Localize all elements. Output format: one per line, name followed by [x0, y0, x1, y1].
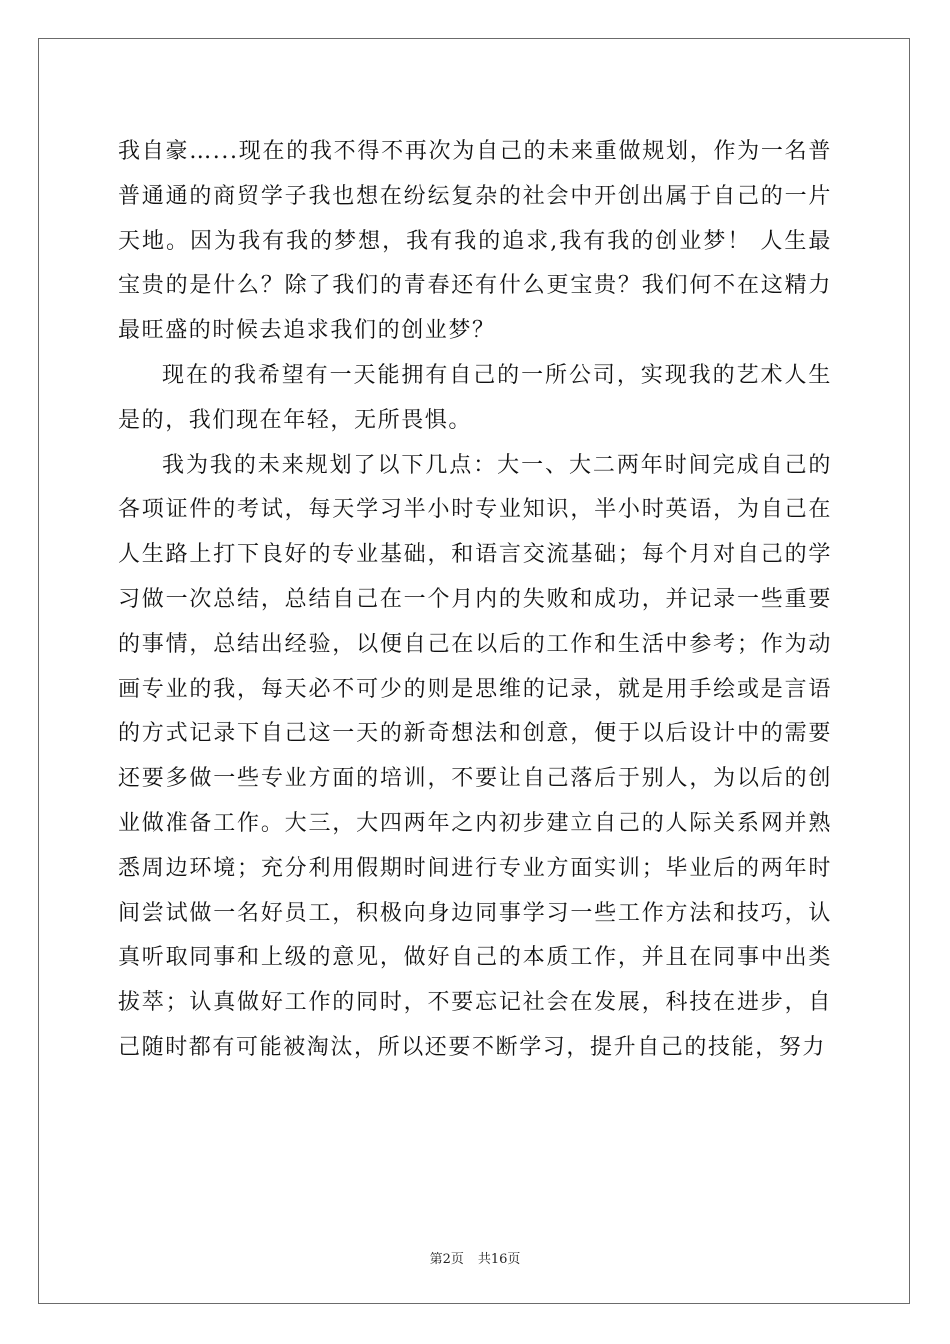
document-body [118, 130, 832, 1071]
page-total: 共16页 [477, 1252, 521, 1267]
page-number: 第2页 [429, 1252, 464, 1267]
paragraph-1: 我自豪…...现在的我不得不再次为自己的未来重做规划，作为一名普普通通的商贸学子我也想在纷纭复杂的社会中开创出属于自己的一片天地。因为我有我的梦想，我有我的追求,我有我的创业梦！ 人生最宝贵的是什么？除了我们的青春还有什么更宝贵？我们何不在这精力最旺盛的时候去追求我们的创业梦？ [118, 139, 832, 344]
paragraph-2: 现在的我希望有一天能拥有自己的一所公司，实现我的艺术人生是的，我们现在年轻，无所畏惧。 [118, 362, 832, 433]
paragraph-3: 我为我的未来规划了以下几点：大一、大二两年时间完成自己的各项证件的考试，每天学习半小时专业知识，半小时英语，为自己在人生路上打下良好的专业基础，和语言交流基础；每个月对自己的学习做一次总结，总结自己在一个月内的失败和成功，并记录一些重要的事情，总结出经验，以便自己在以后的工作和生活中参考；作为动画专业的我，每天必不可少的则是思维的记录，就是用手绘或是言语的方式记录下自己这一天的新奇想法和创意，便于以后设计中的需要还要多做一些专业方面的培训，不要让自己落后于别人，为以后的创业做准备工作。大三，大四两年之内初步建立自己的人际关系网并熟悉周边环境；充分利用假期时间进行专业方面实训；毕业后的两年时间尝试做一名好员工，积极向身边同事学习一些工作方法和技巧，认真听取同事和上级的意见，做好自己的本质工作，并且在同事中出类拔萃；认真做好工作的同时，不要忘记社会在发展，科技在进步，自己随时都有可能被淘汰，所以还要不断学习，提升自己的技能，努力 [118, 452, 832, 1060]
page-footer [0, 1248, 950, 1267]
